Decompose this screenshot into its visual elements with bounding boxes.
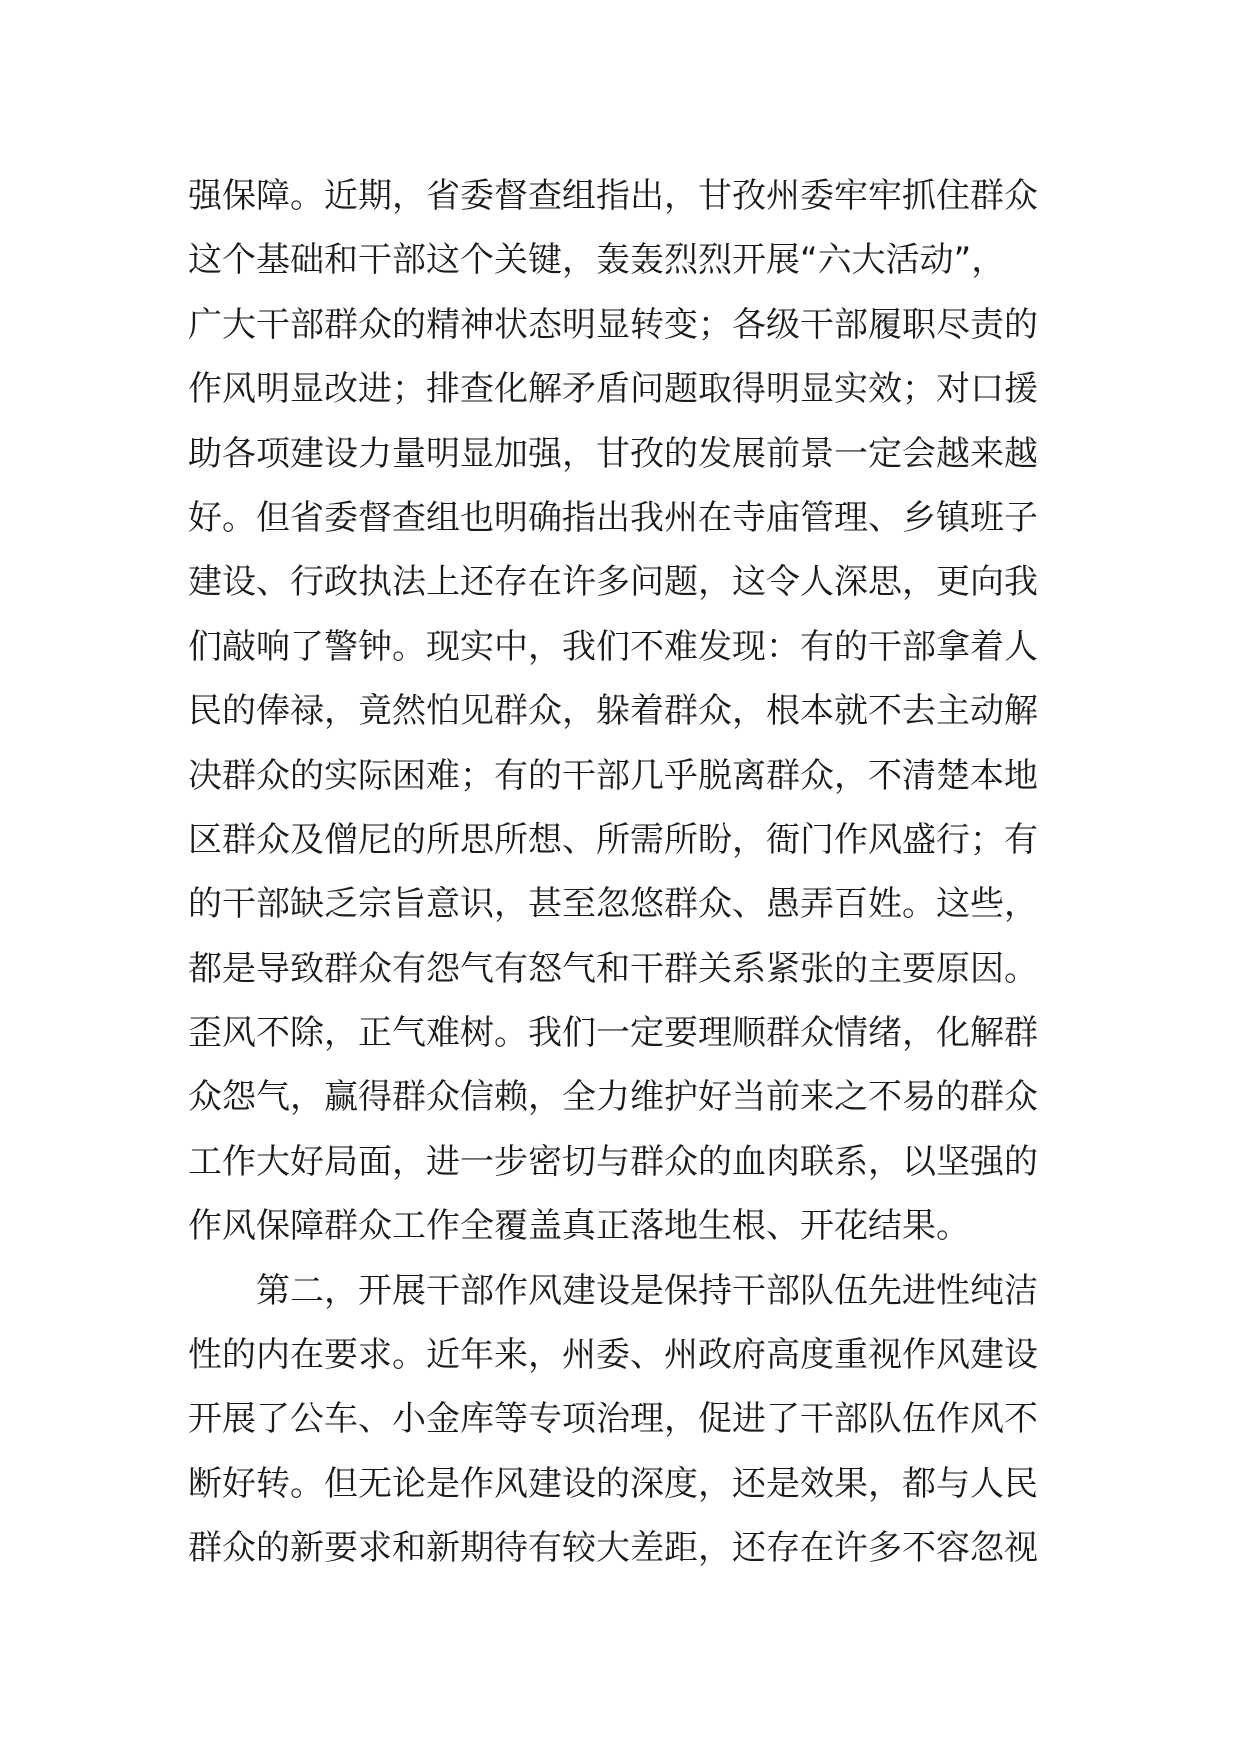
text-line: 区群众及僧尼的所思所想、所需所盼，衙门作风盛行；有 <box>188 819 1038 860</box>
body-text <box>188 164 1060 1581</box>
text-line: 工作大好局面，进一步密切与群众的血肉联系，以坚强的 <box>188 1141 1038 1182</box>
text-line: 群众的新要求和新期待有较大差距，还存在许多不容忽视 <box>188 1528 1038 1569</box>
text-line: 歪风不除，正气难树。我们一定要理顺群众情绪，化解群 <box>188 1013 1038 1054</box>
text-line: 助各项建设力量明显加强，甘孜的发展前景一定会越来越 <box>188 433 1038 474</box>
text-line: 都是导致群众有怨气有怒气和干群关系紧张的主要原因。 <box>188 948 1038 989</box>
text-line: 断好转。但无论是作风建设的深度，还是效果，都与人民 <box>188 1463 1038 1504</box>
text-line: 广大干部群众的精神状态明显转变；各级干部履职尽责的 <box>188 304 1038 345</box>
text-line: 好。但省委督查组也明确指出我州在寺庙管理、乡镇班子 <box>188 497 1038 538</box>
text-line: 强保障。近期，省委督查组指出，甘孜州委牢牢抓住群众 <box>188 176 1038 216</box>
text-line: 这个基础和干部这个关键，轰轰烈烈开展“六大活动”， <box>188 240 1006 281</box>
text-line: 第二，开展干部作风建设是保持干部队伍先进性纯洁 <box>188 1270 1038 1311</box>
text-line: 众怨气，赢得群众信赖，全力维护好当前来之不易的群众 <box>188 1077 1038 1118</box>
text-line: 开展了公车、小金库等专项治理，促进了干部队伍作风不 <box>188 1399 1038 1440</box>
text-line: 们敲响了警钟。现实中，我们不难发现：有的干部拿着人 <box>188 626 1038 667</box>
text-line: 民的俸禄，竟然怕见群众，躲着群众，根本就不去主动解 <box>188 691 1038 732</box>
text-line: 性的内在要求。近年来，州委、州政府高度重视作风建设 <box>188 1335 1038 1376</box>
text-line: 作风保障群众工作全覆盖真正落地生根、开花结果。 <box>188 1206 970 1247</box>
text-line: 作风明显改进；排查化解矛盾问题取得明显实效；对口援 <box>188 369 1038 410</box>
text-line: 的干部缺乏宗旨意识，甚至忽悠群众、愚弄百姓。这些， <box>188 884 1038 925</box>
text-line: 决群众的实际困难；有的干部几乎脱离群众，不清楚本地 <box>188 755 1038 796</box>
text-line: 建设、行政执法上还存在许多问题，这令人深思，更向我 <box>188 562 1038 603</box>
